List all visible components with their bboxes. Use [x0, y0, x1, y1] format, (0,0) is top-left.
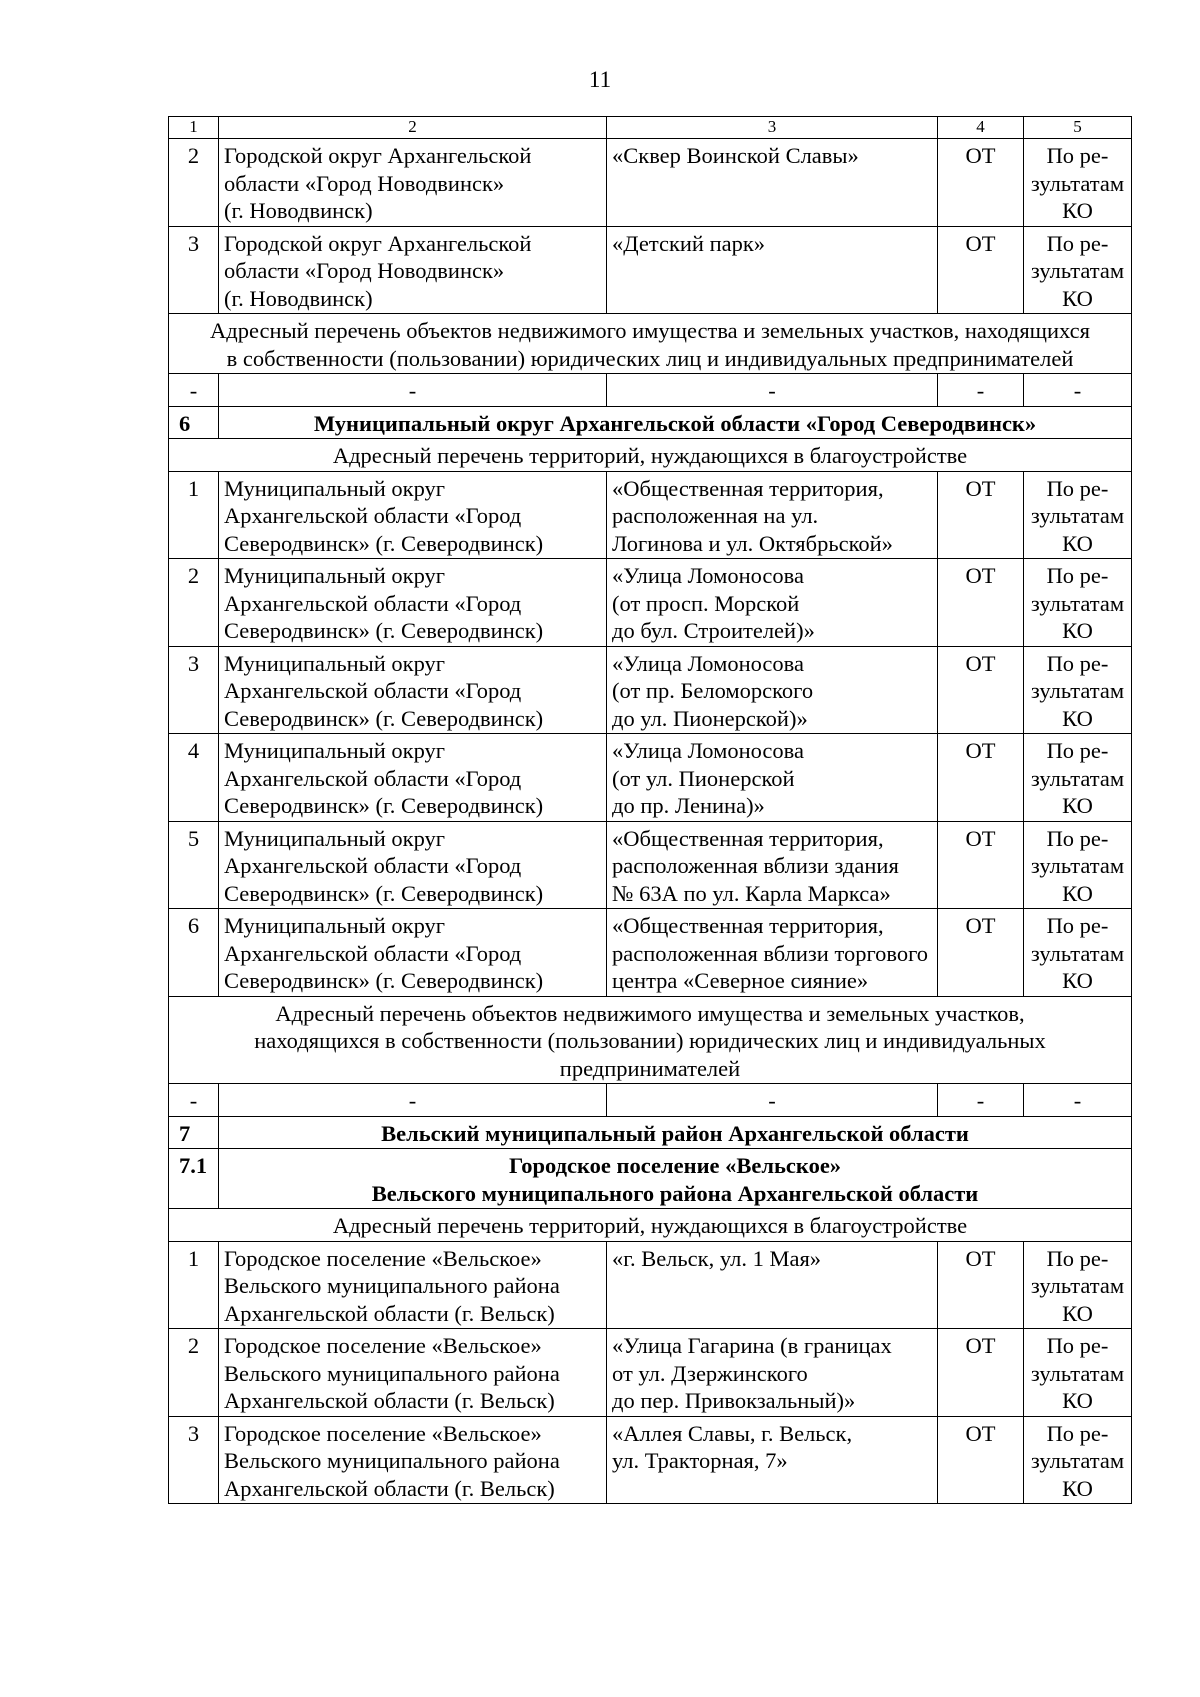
type-cell: ОТ: [938, 734, 1024, 822]
object-line: до пер. Привокзальный)»: [612, 1388, 856, 1413]
object-line: «Улица Ломоносова: [612, 563, 804, 588]
owner-cell: [219, 559, 607, 647]
column-number-row: [169, 117, 1132, 139]
object-cell: [607, 734, 938, 822]
empty-cell: -: [607, 374, 938, 407]
object-line: (от ул. Пионерской: [612, 765, 795, 791]
column-number: 2: [219, 117, 607, 139]
result-line: По ре-: [1046, 563, 1109, 588]
type-cell: ОТ: [938, 821, 1024, 909]
object-line: до пр. Ленина)»: [612, 793, 765, 818]
result-line: По ре-: [1046, 475, 1109, 501]
list-heading-cell: [169, 314, 1132, 374]
row-number-cell: 3: [169, 226, 219, 314]
owner-line: Северодвинск» (г. Северодвинск): [224, 618, 544, 643]
result-line: зультатам: [1030, 1448, 1125, 1473]
result-line: зультатам: [1030, 590, 1125, 616]
section-title-cell: Муниципальный округ Архангельской области «Город Северодвинск»: [219, 406, 1132, 439]
result-line: По ре-: [1046, 143, 1109, 168]
type-cell: ОТ: [938, 139, 1024, 227]
object-line: расположенная на ул.: [612, 503, 819, 528]
owner-line: Муниципальный округ: [224, 563, 446, 588]
subsection-row: [169, 1149, 1132, 1209]
column-number: 4: [938, 117, 1024, 139]
result-line: По ре-: [1046, 738, 1109, 763]
owner-line: Вельского муниципального района: [224, 1273, 560, 1298]
table-row: [169, 1329, 1132, 1417]
type-cell: ОТ: [938, 559, 1024, 647]
object-line: «Общественная территория,: [612, 825, 884, 851]
result-cell: [1024, 821, 1132, 909]
owner-line: Муниципальный округ: [224, 913, 446, 938]
type-cell: ОТ: [938, 646, 1024, 734]
list-heading-row: [169, 1209, 1132, 1242]
owner-line: Северодвинск» (г. Северодвинск): [224, 793, 544, 818]
object-line: до ул. Пионерской)»: [612, 705, 808, 731]
row-number-cell: 1: [169, 1241, 219, 1329]
result-line: КО: [1062, 1388, 1093, 1413]
empty-cell: -: [938, 1084, 1024, 1117]
empty-cell: -: [938, 374, 1024, 407]
object-line: Логинова и ул. Октябрьской»: [612, 530, 893, 556]
register-table: [168, 116, 1132, 1504]
empty-cell: -: [607, 1084, 938, 1117]
result-line: зультатам: [1030, 170, 1125, 196]
result-cell: [1024, 471, 1132, 559]
row-number-cell: 4: [169, 734, 219, 822]
result-line: зультатам: [1030, 1273, 1125, 1298]
row-number-cell: 3: [169, 646, 219, 734]
object-line: «г. Вельск, ул. 1 Мая»: [612, 1245, 822, 1271]
owner-cell: [219, 139, 607, 227]
result-cell: [1024, 1329, 1132, 1417]
owner-line: Городской округ Архангельской: [224, 143, 532, 168]
owner-cell: [219, 646, 607, 734]
column-number: 1: [169, 117, 219, 139]
owner-line: (г. Новодвинск): [224, 285, 373, 311]
object-line: «Сквер Воинской Славы»: [612, 143, 859, 168]
object-line: расположенная вблизи здания: [612, 853, 899, 878]
list-heading-line: Адресный перечень объектов недвижимого имущества и земельных участков,: [275, 1000, 1025, 1026]
object-cell: [607, 821, 938, 909]
object-line: центра «Северное сияние»: [612, 968, 869, 993]
result-line: зультатам: [1030, 765, 1125, 791]
owner-line: Городское поселение «Вельское»: [224, 1420, 542, 1446]
section-title-cell: Вельский муниципальный район Архангельской области: [219, 1116, 1132, 1149]
result-cell: [1024, 139, 1132, 227]
owner-cell: [219, 1329, 607, 1417]
result-line: КО: [1062, 793, 1093, 818]
table-row: [169, 821, 1132, 909]
owner-line: Вельского муниципального района: [224, 1360, 560, 1386]
type-cell: ОТ: [938, 1241, 1024, 1329]
object-line: «Аллея Славы, г. Вельск,: [612, 1420, 853, 1446]
table-row: [169, 471, 1132, 559]
object-cell: [607, 1416, 938, 1504]
list-heading-line: Адресный перечень территорий, нуждающихся в благоустройстве: [332, 1213, 968, 1238]
owner-line: Архангельской области «Город: [224, 940, 522, 966]
table-row: [169, 646, 1132, 734]
owner-line: Архангельской области (г. Вельск): [224, 1475, 555, 1501]
owner-line: Муниципальный округ: [224, 650, 446, 676]
owner-cell: [219, 471, 607, 559]
list-heading-cell: [169, 996, 1132, 1084]
result-line: КО: [1062, 1475, 1093, 1501]
result-line: КО: [1062, 968, 1093, 993]
owner-line: Муниципальный округ: [224, 475, 446, 501]
table-row: [169, 139, 1132, 227]
owner-cell: [219, 1241, 607, 1329]
result-line: По ре-: [1046, 913, 1109, 938]
result-line: зультатам: [1030, 853, 1125, 878]
owner-line: Архангельской области (г. Вельск): [224, 1388, 555, 1413]
result-line: КО: [1062, 198, 1093, 223]
page-number: 11: [588, 67, 612, 92]
row-number-cell: 3: [169, 1416, 219, 1504]
result-line: зультатам: [1030, 678, 1125, 703]
list-heading-line: предпринимателей: [559, 1055, 741, 1081]
list-heading-line: Адресный перечень объектов недвижимого имущества и земельных участков, находящихся: [210, 318, 1090, 343]
result-line: КО: [1062, 880, 1093, 906]
row-number-cell: 2: [169, 139, 219, 227]
table-row: [169, 1416, 1132, 1504]
result-line: По ре-: [1046, 1245, 1109, 1271]
row-number-cell: 1: [169, 471, 219, 559]
table-row: [169, 734, 1132, 822]
object-line: от ул. Дзержинского: [612, 1360, 808, 1386]
row-number-cell: 2: [169, 559, 219, 647]
empty-cell: -: [219, 1084, 607, 1117]
object-line: «Улица Гагарина (в границах: [612, 1333, 892, 1358]
owner-line: области «Город Новодвинск»: [224, 170, 505, 196]
table-row: [169, 226, 1132, 314]
section-number-cell: 7: [169, 1116, 219, 1149]
owner-line: Северодвинск» (г. Северодвинск): [224, 705, 544, 731]
owner-line: Архангельской области «Город: [224, 853, 522, 878]
owner-line: Архангельской области «Город: [224, 590, 522, 616]
owner-line: (г. Новодвинск): [224, 198, 373, 223]
object-cell: [607, 139, 938, 227]
subsection-title-line: Городское поселение «Вельское»: [508, 1153, 842, 1178]
result-line: По ре-: [1046, 1333, 1109, 1358]
table-row: [169, 909, 1132, 997]
empty-cell: -: [1024, 1084, 1132, 1117]
result-cell: [1024, 909, 1132, 997]
owner-line: Вельского муниципального района: [224, 1448, 560, 1473]
result-line: По ре-: [1046, 1420, 1109, 1446]
object-cell: [607, 226, 938, 314]
result-line: зультатам: [1030, 503, 1125, 528]
column-number: 5: [1024, 117, 1132, 139]
empty-cell: -: [1024, 374, 1132, 407]
owner-line: Городской округ Архангельской: [224, 230, 532, 256]
object-line: «Улица Ломоносова: [612, 738, 804, 763]
owner-line: Архангельской области «Город: [224, 765, 522, 791]
section-number-cell: 6: [169, 406, 219, 439]
result-line: По ре-: [1046, 230, 1109, 256]
list-heading-cell: [169, 1209, 1132, 1242]
owner-line: Архангельской области «Город: [224, 503, 522, 528]
type-cell: ОТ: [938, 1416, 1024, 1504]
result-line: КО: [1062, 618, 1093, 643]
owner-line: Городское поселение «Вельское»: [224, 1245, 542, 1271]
column-number: 3: [607, 117, 938, 139]
result-cell: [1024, 559, 1132, 647]
owner-line: Северодвинск» (г. Северодвинск): [224, 880, 544, 906]
result-line: КО: [1062, 285, 1093, 311]
result-line: КО: [1062, 1300, 1093, 1326]
result-line: По ре-: [1046, 650, 1109, 676]
object-line: «Общественная территория,: [612, 475, 884, 501]
object-line: (от пр. Беломорского: [612, 678, 814, 703]
owner-cell: [219, 226, 607, 314]
row-number-cell: 2: [169, 1329, 219, 1417]
result-line: зультатам: [1030, 1360, 1125, 1386]
result-cell: [1024, 1241, 1132, 1329]
object-line: «Детский парк»: [612, 230, 766, 256]
owner-line: Муниципальный округ: [224, 738, 446, 763]
object-line: до бул. Строителей)»: [612, 618, 815, 643]
subsection-title-line: Вельского муниципального района Архангельской области: [371, 1180, 979, 1206]
owner-line: Северодвинск» (г. Северодвинск): [224, 530, 544, 556]
owner-line: Городское поселение «Вельское»: [224, 1333, 542, 1358]
result-cell: [1024, 646, 1132, 734]
list-heading-line: находящихся в собственности (пользовании) юридических лиц и индивидуальных: [254, 1028, 1046, 1053]
result-line: КО: [1062, 530, 1093, 556]
list-heading-line: в собственности (пользовании) юридических лиц и индивидуальных предпринимателей: [226, 345, 1074, 371]
result-cell: [1024, 1416, 1132, 1504]
owner-cell: [219, 821, 607, 909]
row-number-cell: 6: [169, 909, 219, 997]
owner-line: Архангельской области (г. Вельск): [224, 1300, 555, 1326]
table-row: [169, 559, 1132, 647]
empty-row: [169, 374, 1132, 407]
object-line: «Общественная территория,: [612, 913, 884, 938]
empty-row: [169, 1084, 1132, 1117]
result-cell: [1024, 734, 1132, 822]
list-heading-row: [169, 314, 1132, 374]
empty-cell: -: [169, 1084, 219, 1117]
result-line: КО: [1062, 705, 1093, 731]
table-row: [169, 1241, 1132, 1329]
object-cell: [607, 471, 938, 559]
type-cell: ОТ: [938, 909, 1024, 997]
type-cell: ОТ: [938, 226, 1024, 314]
subsection-number-cell: 7.1: [169, 1149, 219, 1209]
subsection-title-cell: [219, 1149, 1132, 1209]
object-cell: [607, 559, 938, 647]
object-cell: [607, 909, 938, 997]
list-heading-row: [169, 996, 1132, 1084]
object-cell: [607, 1329, 938, 1417]
list-heading-line: Адресный перечень территорий, нуждающихся в благоустройстве: [332, 443, 968, 468]
empty-cell: -: [169, 374, 219, 407]
empty-cell: -: [219, 374, 607, 407]
object-cell: [607, 1241, 938, 1329]
owner-cell: [219, 909, 607, 997]
object-line: «Улица Ломоносова: [612, 650, 804, 676]
section-row: [169, 406, 1132, 439]
result-line: зультатам: [1030, 258, 1125, 283]
object-line: ул. Тракторная, 7»: [612, 1448, 788, 1473]
result-cell: [1024, 226, 1132, 314]
object-line: № 63А по ул. Карла Маркса»: [612, 880, 891, 906]
owner-line: Северодвинск» (г. Северодвинск): [224, 968, 544, 993]
type-cell: ОТ: [938, 471, 1024, 559]
list-heading-cell: [169, 439, 1132, 472]
object-line: (от просп. Морской: [612, 590, 800, 616]
object-cell: [607, 646, 938, 734]
owner-cell: [219, 1416, 607, 1504]
object-line: расположенная вблизи торгового: [612, 940, 929, 966]
section-row: [169, 1116, 1132, 1149]
result-line: зультатам: [1030, 940, 1125, 966]
list-heading-row: [169, 439, 1132, 472]
row-number-cell: 5: [169, 821, 219, 909]
result-line: По ре-: [1046, 825, 1109, 851]
owner-line: области «Город Новодвинск»: [224, 258, 505, 283]
type-cell: ОТ: [938, 1329, 1024, 1417]
owner-line: Муниципальный округ: [224, 825, 446, 851]
owner-cell: [219, 734, 607, 822]
owner-line: Архангельской области «Город: [224, 678, 522, 703]
